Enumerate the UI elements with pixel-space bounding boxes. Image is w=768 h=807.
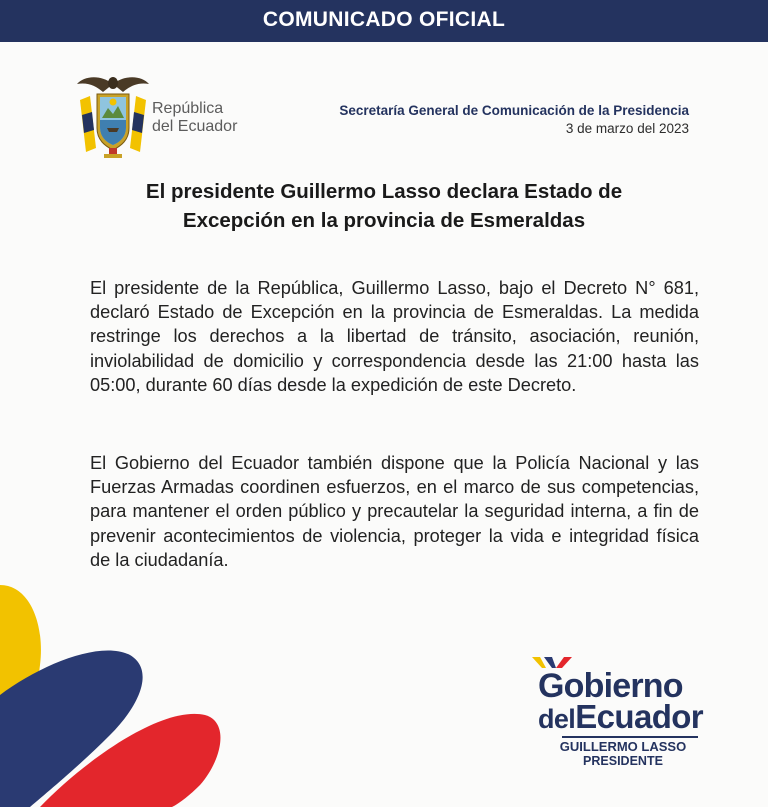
- president-role: PRESIDENTE: [583, 754, 663, 768]
- header-banner: COMUNICADO OFICIAL: [0, 0, 768, 42]
- body-paragraph-1: El presidente de la República, Guillermo Lasso, bajo el Decreto N° 681, declaró Estado de Excepción en la provincia de Esmeraldas. La medida restringe los derechos a la libertad de tránsito, asociación, reunión, inviolabilidad de domicilio y correspondencia desde las 21:00 hasta las 05:00, durante 60 días desde la expedición de este Decreto.: [90, 278, 699, 395]
- del-word: del: [538, 704, 576, 734]
- issuer-name: Secretaría General de Comunicación de la Presidencia: [339, 103, 689, 118]
- republica-line1: República: [152, 100, 224, 117]
- gobierno-word: Gobierno: [538, 667, 683, 705]
- body-paragraph-2: El Gobierno del Ecuador también dispone que la Policía Nacional y las Fuerzas Armadas coordinen esfuerzos, en el marco de sus competencias, para mantener el orden público y precautelar la seguridad interna, a fin de prevenir acontecimientos de violencia, proteger la vida e integridad física de la ciudadanía.: [90, 453, 699, 570]
- issue-date: 3 de marzo del 2023: [565, 121, 689, 136]
- logo-divider: [562, 736, 698, 738]
- ecuador-coat-of-arms-icon: [74, 70, 152, 160]
- gobierno-del-ecuador-logo: [528, 650, 718, 770]
- document-title: [60, 177, 708, 235]
- del-ecuador-words: [538, 698, 704, 735]
- issuer-block: [339, 102, 689, 138]
- republica-line2: del Ecuador: [152, 118, 238, 135]
- republica-del-ecuador-wordmark: [152, 100, 237, 136]
- ecuador-word: Ecuador: [575, 698, 704, 735]
- president-name: GUILLERMO LASSO: [559, 739, 687, 754]
- tricolor-decoration-icon: [0, 585, 230, 807]
- title-line1: El presidente Guillermo Lasso declara Estado de: [145, 180, 623, 203]
- title-line2: Excepción en la provincia de Esmeraldas: [182, 209, 586, 232]
